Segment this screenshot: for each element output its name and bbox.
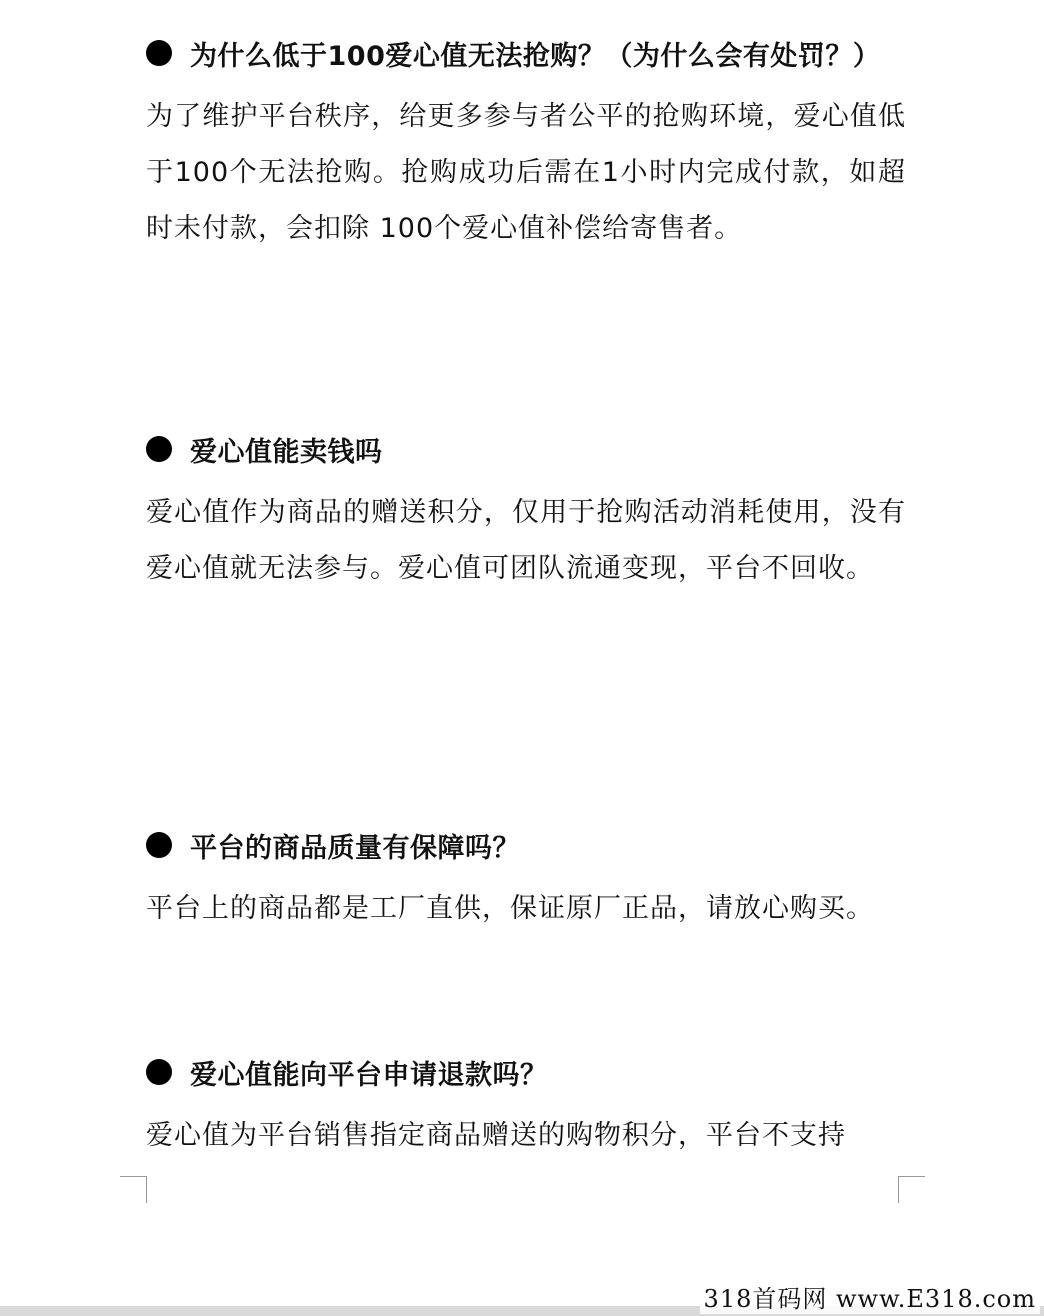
bullet-icon (146, 1059, 172, 1085)
watermark: 318首码网 www.E318.com (700, 1279, 1040, 1314)
faq-item (146, 33, 906, 257)
faq-question: 平台的商品质量有保障吗？ (190, 832, 520, 864)
faq-item (146, 429, 906, 597)
faq-answer: 爱心值为平台销售指定商品赠送的购物积分，平台不支持 (146, 1120, 846, 1151)
bullet-icon (146, 40, 172, 66)
faq-answer: 平台上的商品都是工厂直供，保证原厂正品，请放心购买。 (146, 893, 874, 924)
page-corner-mark (898, 1176, 925, 1203)
faq-question-row (146, 825, 906, 865)
faq-answer: 为了维护平台秩序，给更多参与者公平的抢购环境，爱心值低于100个无法抢购。抢购成功后需在1小时内完成付款，如超时未付款，会扣除 100个爱心值补偿给寄售者。 (146, 101, 906, 244)
faq-item (146, 825, 906, 937)
faq-question: 爱心值能向平台申请退款吗？ (190, 1059, 548, 1091)
faq-question-row (146, 33, 906, 73)
page-corner-mark (120, 1176, 147, 1203)
faq-answer: 爱心值作为商品的赠送积分，仅用于抢购活动消耗使用，没有爱心值就无法参与。爱心值可团队流通变现，平台不回收。 (146, 497, 906, 584)
faq-question: 为什么低于100爱心值无法抢购？（为什么会有处罚？） (190, 40, 881, 72)
faq-question-row (146, 1052, 906, 1092)
bullet-icon (146, 832, 172, 858)
faq-question-row (146, 429, 906, 469)
faq-question: 爱心值能卖钱吗 (190, 436, 383, 468)
faq-item (146, 1052, 906, 1164)
bullet-icon (146, 436, 172, 462)
